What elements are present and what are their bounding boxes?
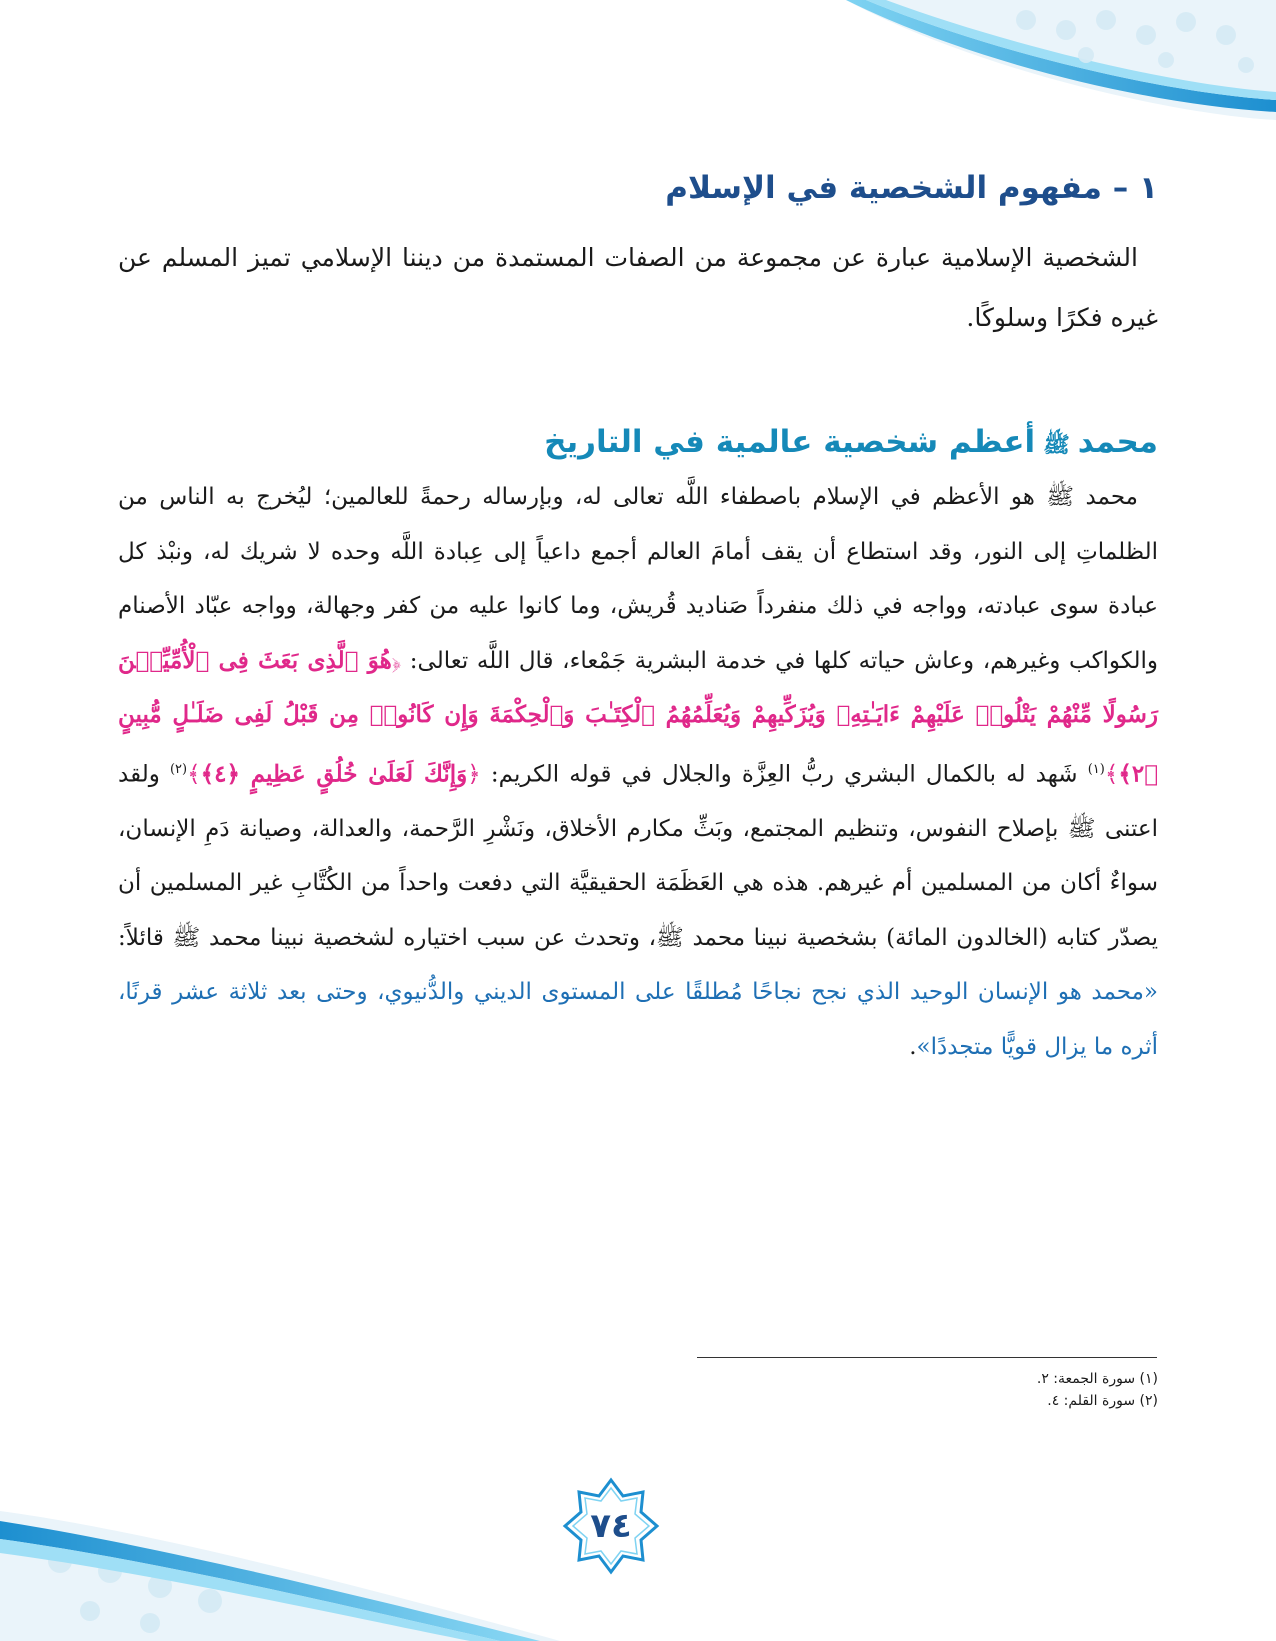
ayah-close-bracket: ﴾	[1104, 761, 1119, 788]
corner-ornament-top	[846, 0, 1276, 120]
ayah-open-bracket: ﴿	[391, 647, 402, 674]
page-number: ٧٤	[590, 1506, 632, 1546]
ayah-al-qalam: وَإِنَّكَ لَعَلَىٰ خُلُقٍ عَظِيمٍ ﴿٤﴾	[200, 760, 468, 788]
ayah-close-bracket-2: ﴾	[187, 761, 201, 788]
footnotes	[698, 1368, 1158, 1412]
subsection-title-rest: أعظم شخصية عالمية في التاريخ	[544, 424, 1036, 460]
body-text-part-2: شَهد له بالكمال البشري ربُّ العِزَّة والجلال في قوله الكريم:	[480, 761, 1088, 788]
ayah-open-bracket-2: ﴿	[467, 761, 481, 788]
body-text-part-1: محمد ﷺ هو الأعظم في الإسلام باصطفاء اللَّه تعالى له، وبإرساله رحمةً للعالمين؛ ليُخرج به الناس من الظلماتِ إلى النور، وقد استطاع أن يقف أمامَ العالم أجمع داعياً إلى عِبادة اللَّه وحده لا شريك له، ونبْذ كل عبادة سوى عبادته، وواجه في ذلك منفرداً صَناديد قُريش، وما كانوا عليه من كفر وجهالة، وواجه عبّاد الأصنام والكواكب وغيرهم، وعاش حياته كلها في خدمة البشرية جَمْعاء، قال اللَّه تعالى:	[118, 484, 1159, 674]
corner-ornament-bottom	[0, 1491, 560, 1641]
footnote-1: (١) سورة الجمعة: ٢.	[1036, 1371, 1158, 1387]
section-title: ١ – مفهوم الشخصية في الإسلام	[665, 170, 1158, 206]
subsection-title-name: محمد	[1077, 424, 1158, 460]
footnote-2: (٢) سورة القلم: ٤.	[1047, 1393, 1158, 1409]
page-number-badge	[561, 1476, 661, 1576]
subsection-title	[118, 424, 1158, 463]
footnote-ref-1: (١)	[1087, 761, 1105, 777]
ayah-al-jumuah: هُوَ ٱلَّذِى بَعَثَ فِى ٱلْأُمِّيِّـۧنَ رَسُولًا مِّنْهُمْ يَتْلُوا۟ عَلَيْهِمْ ءَايَـٰتِهِۦ وَيُزَكِّيهِمْ وَيُعَلِّمُهُمُ ٱلْكِتَـٰبَ وَٱلْحِكْمَةَ وَإِن كَانُوا۟ مِن قَبْلُ لَفِى ضَلَـٰلٍ مُّبِينٍ ﴿٢﴾	[118, 646, 1158, 788]
body-end-punct: .	[909, 1033, 917, 1060]
footnote-separator	[697, 1357, 1157, 1358]
body-text-part-3: ولقد اعتنى ﷺ بإصلاح النفوس، وتنظيم المجتمع، وبَثِّ مكارم الأخلاق، ونَشْرِ الرَّحمة، والعدالة، وصيانة دَمِ الإنسان، سواءٌ أكان من المسلمين أم غيرهم. هذه هي العَظَمَة الحقيقيَّة التي دفعت واحداً من الكُتَّابِ غير المسلمين أن يصدّر كتابه (الخالدون المائة) بشخصية نبينا محمد ﷺ، وتحدث عن سبب اختياره لشخصية نبينا محمد ﷺ قائلاً:	[118, 761, 1158, 951]
body-paragraph	[118, 470, 1158, 1074]
pbuh-glyph: ﷺ	[1043, 433, 1070, 458]
footnote-ref-2: (٢)	[169, 761, 188, 777]
quotation: «محمد هو الإنسان الوحيد الذي نجح نجاحًا مُطلقًا على المستوى الديني والدُّنيوي، وحتى بعد ثلاثة عشر قرنًا، أثره ما يزال قويًّا متجددًا»	[118, 979, 1158, 1060]
intro-paragraph: الشخصية الإسلامية عبارة عن مجموعة من الصفات المستمدة من ديننا الإسلامي تميز المسلم عن غيره فكرًا وسلوكًا.	[118, 243, 1158, 332]
